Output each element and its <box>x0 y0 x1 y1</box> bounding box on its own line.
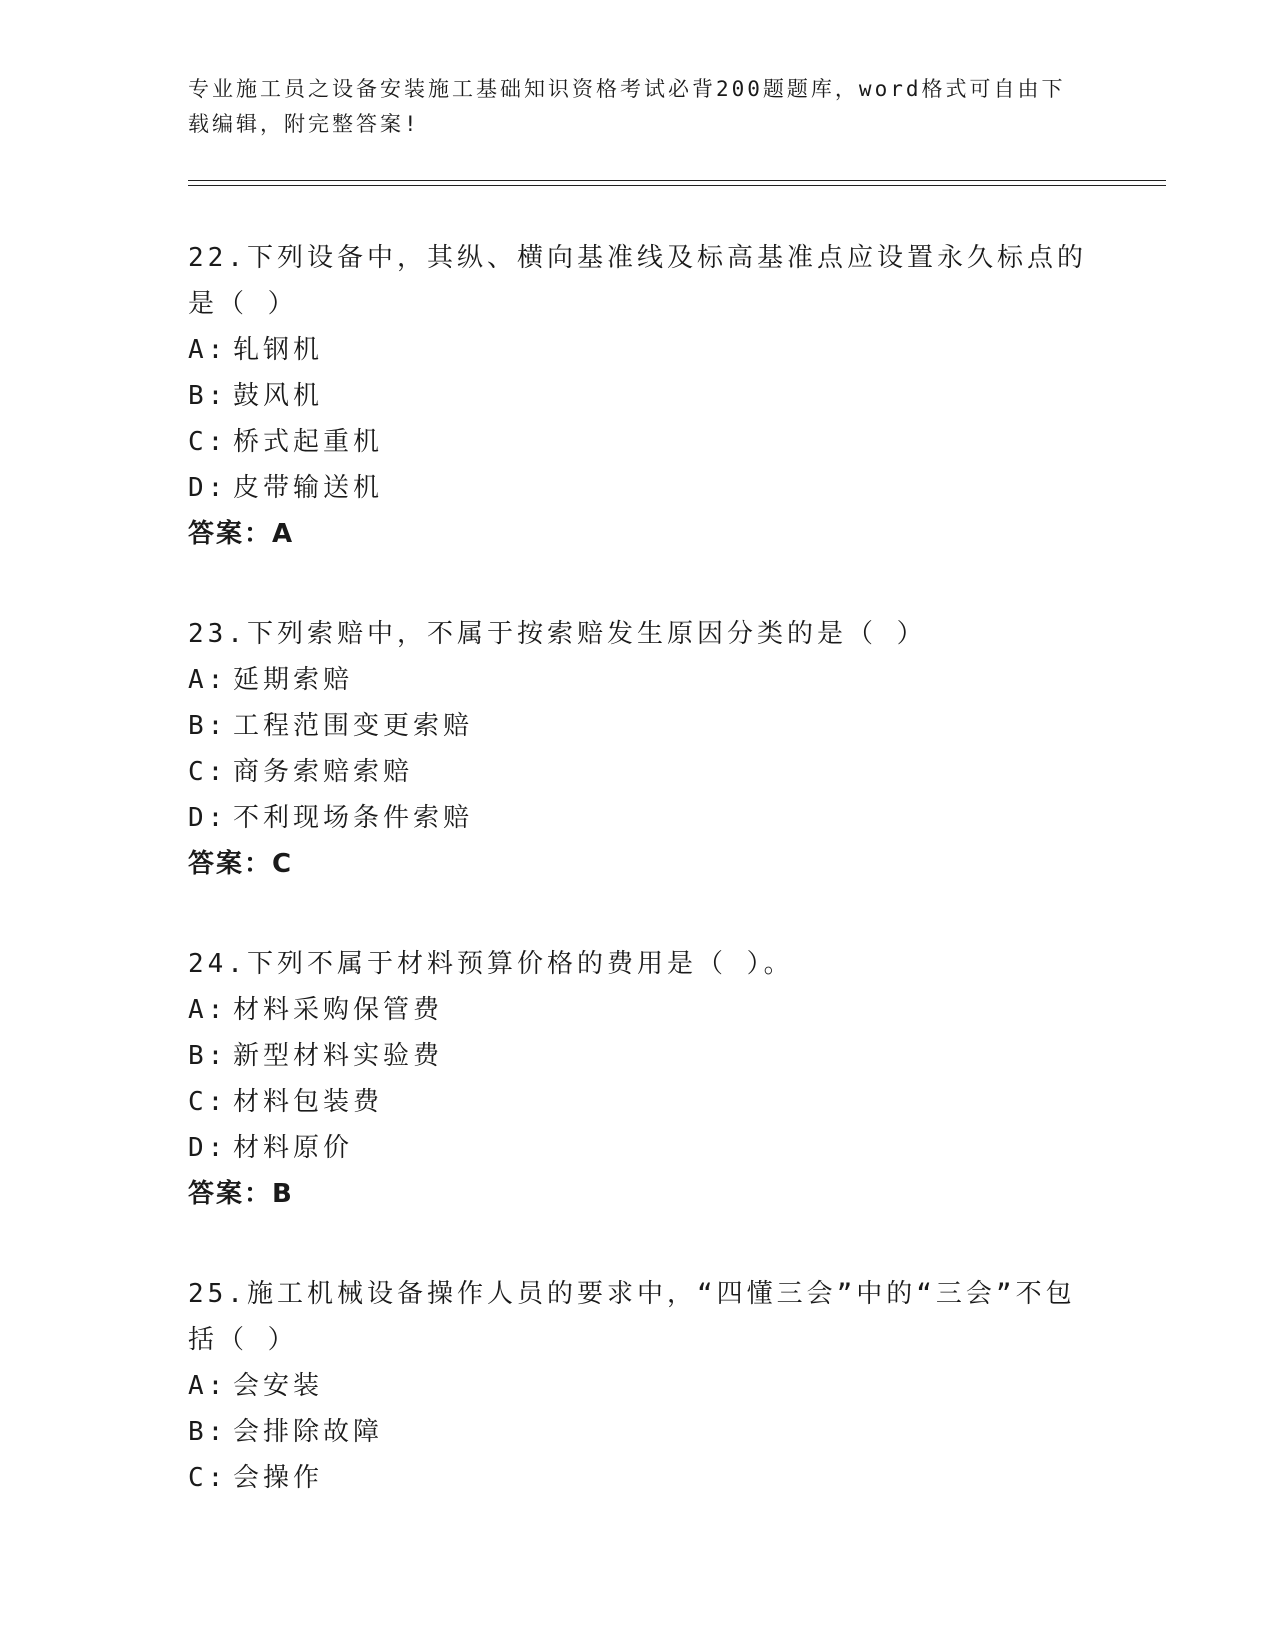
option-b <box>188 1409 1088 1455</box>
option-key: D: <box>188 1133 228 1163</box>
header-divider-bottom <box>188 185 1166 186</box>
option-b <box>188 1033 1088 1079</box>
option-key: A: <box>188 335 228 365</box>
question-stem: 25.施工机械设备操作人员的要求中，“四懂三会”中的“三会”不包括（ ） <box>188 1279 1076 1355</box>
question <box>188 1271 1088 1501</box>
option-key: D: <box>188 473 228 503</box>
option-d <box>188 465 1088 511</box>
header-divider-top <box>188 180 1166 181</box>
option-key: A: <box>188 665 228 695</box>
question-stem: 24.下列不属于材料预算价格的费用是（ ）。 <box>188 949 794 979</box>
option-c <box>188 419 1088 465</box>
option-a <box>188 327 1088 373</box>
option-text: 材料包装费 <box>233 1087 384 1117</box>
option-text: 鼓风机 <box>233 381 324 411</box>
option-text: 材料采购保管费 <box>233 995 444 1025</box>
option-c <box>188 749 1088 795</box>
option-text: 轧钢机 <box>233 335 324 365</box>
option-a <box>188 1363 1088 1409</box>
question-list <box>188 235 1088 1555</box>
option-key: B: <box>188 381 228 411</box>
option-text: 工程范围变更索赔 <box>233 711 474 741</box>
answer: 答案：C <box>188 849 294 879</box>
option-key: B: <box>188 1041 228 1071</box>
option-text: 商务索赔索赔 <box>233 757 414 787</box>
option-text: 皮带输送机 <box>233 473 384 503</box>
option-a <box>188 657 1088 703</box>
option-text: 会排除故障 <box>233 1417 384 1447</box>
option-c <box>188 1455 1088 1501</box>
question <box>188 611 1088 887</box>
option-key: A: <box>188 1371 228 1401</box>
option-d <box>188 795 1088 841</box>
answer: 答案：A <box>188 519 295 549</box>
option-key: D: <box>188 803 228 833</box>
answer: 答案：B <box>188 1179 294 1209</box>
option-text: 不利现场条件索赔 <box>233 803 474 833</box>
option-key: A: <box>188 995 228 1025</box>
option-text: 会安装 <box>233 1371 324 1401</box>
option-c <box>188 1079 1088 1125</box>
option-text: 新型材料实验费 <box>233 1041 444 1071</box>
document-header: 专业施工员之设备安装施工基础知识资格考试必背200题题库，word格式可自由下载编辑，附完整答案! <box>188 77 1066 136</box>
option-b <box>188 373 1088 419</box>
option-text: 桥式起重机 <box>233 427 384 457</box>
question-stem: 22.下列设备中，其纵、横向基准线及标高基准点应设置永久标点的是（ ） <box>188 243 1087 319</box>
option-key: B: <box>188 711 228 741</box>
question-stem: 23.下列索赔中，不属于按索赔发生原因分类的是（ ） <box>188 619 927 649</box>
question <box>188 941 1088 1217</box>
option-key: C: <box>188 1463 228 1493</box>
option-text: 延期索赔 <box>233 665 354 695</box>
option-b <box>188 703 1088 749</box>
option-text: 材料原价 <box>233 1133 354 1163</box>
option-d <box>188 1125 1088 1171</box>
option-key: C: <box>188 427 228 457</box>
option-key: B: <box>188 1417 228 1447</box>
option-key: C: <box>188 757 228 787</box>
option-text: 会操作 <box>233 1463 324 1493</box>
option-a <box>188 987 1088 1033</box>
option-key: C: <box>188 1087 228 1117</box>
question <box>188 235 1088 557</box>
